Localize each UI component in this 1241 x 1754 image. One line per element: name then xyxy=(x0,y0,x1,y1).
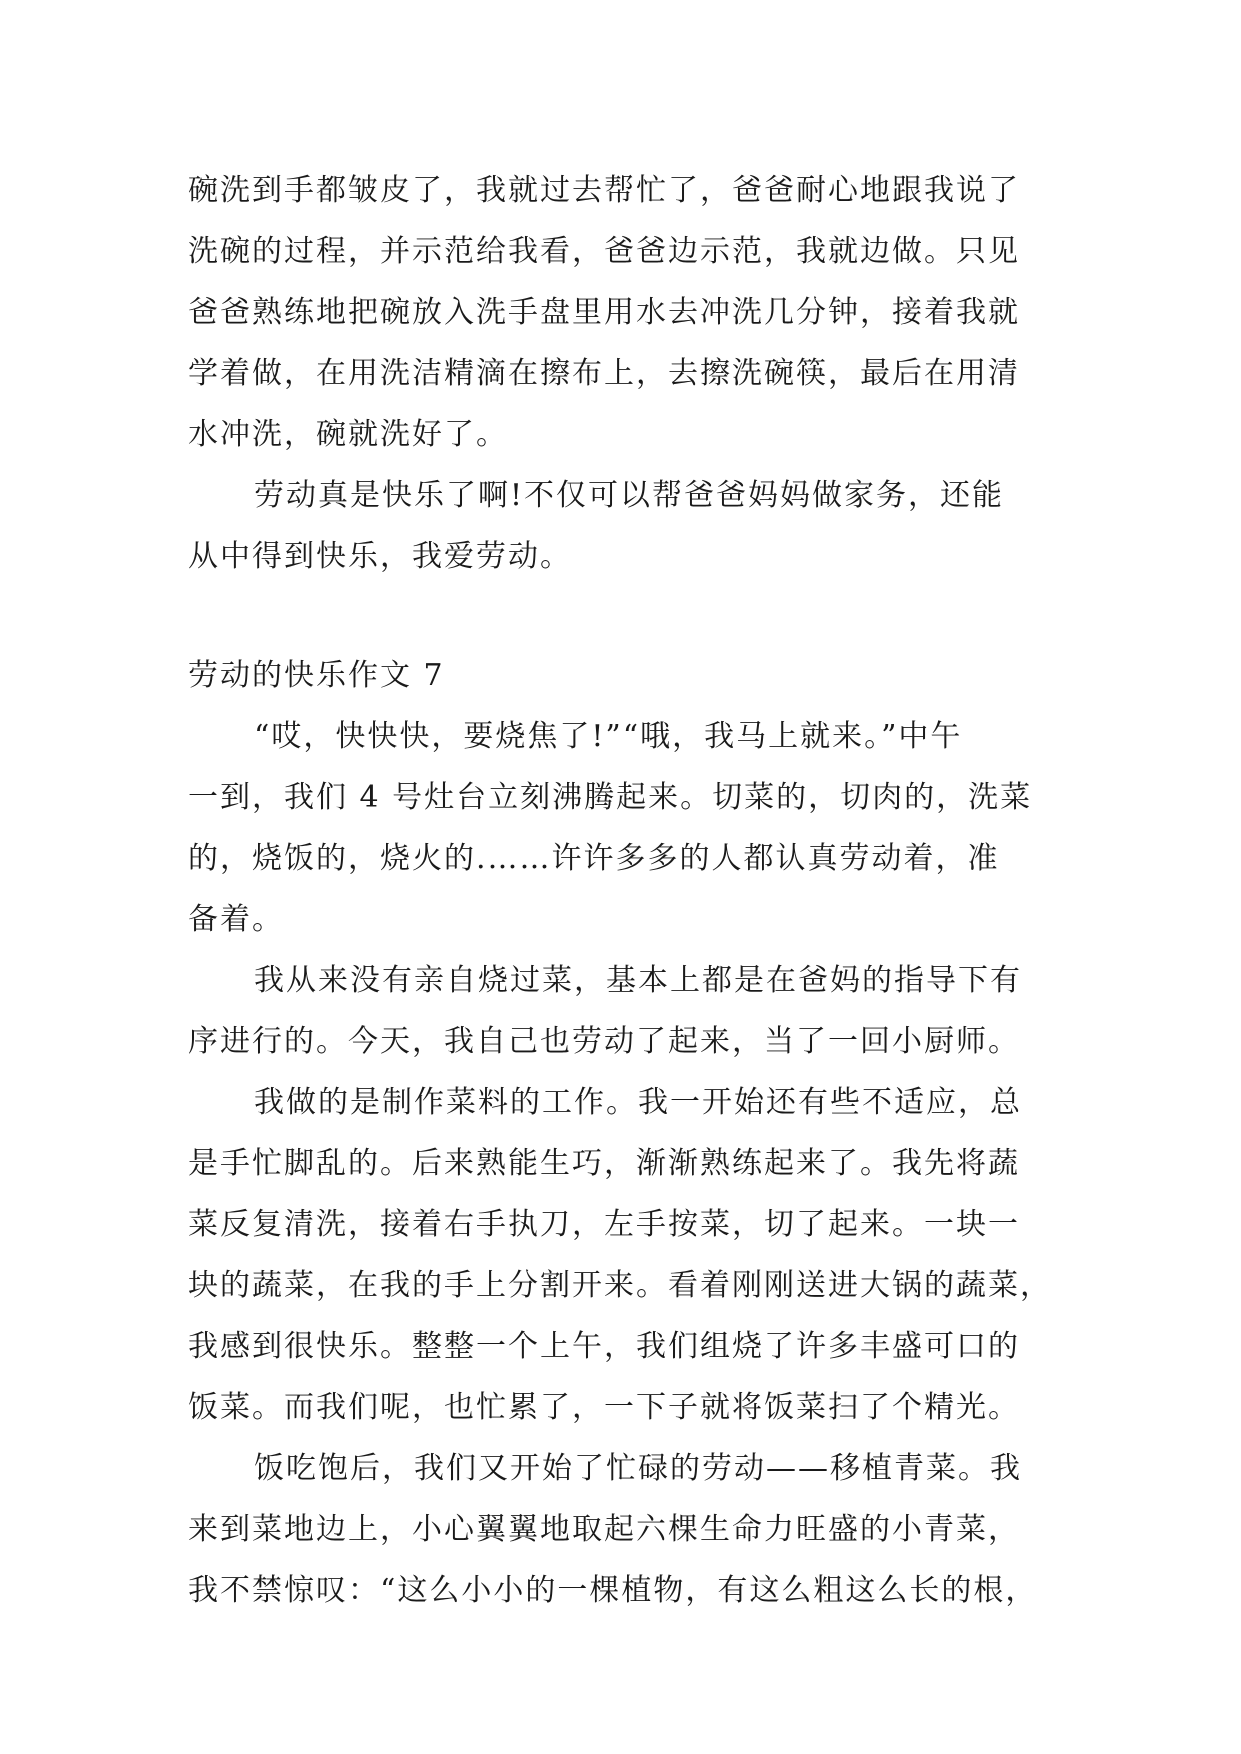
text-line: 碗洗到手都皱皮了，我就过去帮忙了，爸爸耐心地跟我说了 xyxy=(188,173,1020,208)
text-line: 饭菜。而我们呢，也忙累了，一下子就将饭菜扫了个精光。 xyxy=(188,1390,1020,1425)
text-line: 我不禁惊叹：“这么小小的一棵植物，有这么粗这么长的根， xyxy=(188,1573,1038,1608)
text-line: 序进行的。今天，我自己也劳动了起来，当了一回小厨师。 xyxy=(188,1024,1020,1059)
text-line: 洗碗的过程，并示范给我看，爸爸边示范，我就边做。只见 xyxy=(188,234,1020,269)
document-body xyxy=(188,160,1064,1621)
text-line: 水冲洗，碗就洗好了。 xyxy=(188,417,508,452)
text-line: 来到菜地边上，小心翼翼地取起六棵生命力旺盛的小青菜， xyxy=(188,1512,1020,1547)
text-line: 菜反复清洗，接着右手执刀，左手按菜，切了起来。一块一 xyxy=(188,1207,1020,1242)
text-line: 块的蔬菜，在我的手上分割开来。看着刚刚送进大锅的蔬菜， xyxy=(188,1268,1052,1303)
paragraph-first-line: 我从来没有亲自烧过菜，基本上都是在爸妈的指导下有 xyxy=(254,963,1022,998)
paragraph-first-line: 劳动真是快乐了啊!不仅可以帮爸爸妈妈做家务，还能 xyxy=(254,478,1005,513)
text-line: 爸爸熟练地把碗放入洗手盘里用水去冲洗几分钟，接着我就 xyxy=(188,295,1020,330)
text-line: 学着做，在用洗洁精滴在擦布上，去擦洗碗筷，最后在用清 xyxy=(188,356,1020,391)
section-title: 劳动的快乐作文 7 xyxy=(188,658,445,693)
text-line: 是手忙脚乱的。后来熟能生巧，渐渐熟练起来了。我先将蔬 xyxy=(188,1146,1020,1181)
paragraph-first-line: “哎，快快快，要烧焦了!”“哦，我马上就来。”中午 xyxy=(254,719,963,754)
text-line: 我感到很快乐。整整一个上午，我们组烧了许多丰盛可口的 xyxy=(188,1329,1020,1364)
text-line: 一到，我们 4 号灶台立刻沸腾起来。切菜的，切肉的，洗菜 xyxy=(188,780,1033,815)
paragraph-first-line: 我做的是制作菜料的工作。我一开始还有些不适应，总 xyxy=(254,1085,1022,1120)
text-line: 备着。 xyxy=(188,902,284,937)
text-line: 的，烧饭的，烧火的.……许许多多的人都认真劳动着，准 xyxy=(188,841,1000,876)
paragraph-first-line: 饭吃饱后，我们又开始了忙碌的劳动——移植青菜。我 xyxy=(254,1451,1022,1486)
text-line: 从中得到快乐，我爱劳动。 xyxy=(188,539,572,574)
